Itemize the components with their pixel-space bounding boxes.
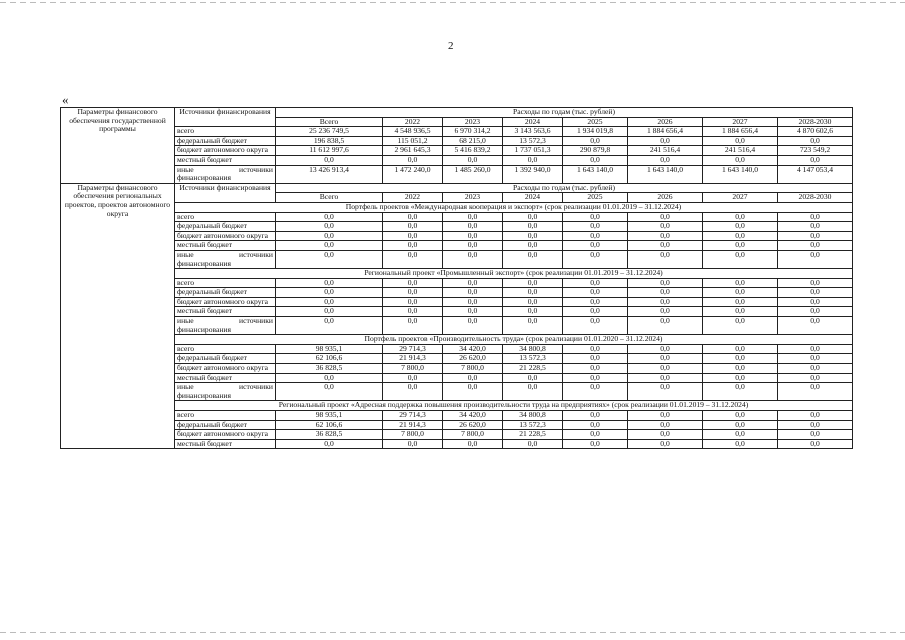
value-cell: 34 420,0 — [443, 344, 503, 354]
value-cell: 0,0 — [503, 155, 563, 165]
year-header: 2024 — [503, 117, 563, 127]
value-cell: 0,0 — [628, 354, 703, 364]
value-cell: 0,0 — [383, 373, 443, 383]
table-row — [61, 317, 853, 335]
value-cell: 0,0 — [628, 411, 703, 421]
value-cell: 0,0 — [383, 383, 443, 401]
source-name: всего — [175, 278, 276, 288]
table-row — [61, 364, 853, 374]
value-cell: 5 416 839,2 — [443, 146, 503, 156]
value-cell: 1 884 656,4 — [703, 127, 778, 137]
value-cell: 0,0 — [443, 231, 503, 241]
source-name: местный бюджет — [175, 155, 276, 165]
value-cell: 0,0 — [703, 278, 778, 288]
value-cell: 26 620,0 — [443, 420, 503, 430]
value-cell: 1 472 240,0 — [383, 165, 443, 183]
value-cell: 0,0 — [778, 241, 853, 251]
value-cell: 0,0 — [703, 383, 778, 401]
table-row — [61, 222, 853, 232]
source-name: всего — [175, 127, 276, 137]
value-cell: 0,0 — [778, 344, 853, 354]
value-cell: 0,0 — [703, 430, 778, 440]
value-cell: 0,0 — [628, 420, 703, 430]
value-cell: 0,0 — [778, 212, 853, 222]
value-cell: 0,0 — [503, 241, 563, 251]
value-cell: 0,0 — [703, 222, 778, 232]
table-row — [61, 231, 853, 241]
value-cell: 0,0 — [443, 241, 503, 251]
value-cell: 62 106,6 — [276, 354, 383, 364]
value-cell: 0,0 — [383, 222, 443, 232]
project-title-row — [61, 401, 853, 411]
value-cell: 0,0 — [703, 439, 778, 449]
value-cell: 0,0 — [778, 278, 853, 288]
value-cell: 0,0 — [628, 430, 703, 440]
value-cell: 34 420,0 — [443, 411, 503, 421]
year-header: 2023 — [443, 193, 503, 203]
year-header: 2024 — [503, 193, 563, 203]
table-row — [61, 344, 853, 354]
value-cell: 0,0 — [276, 317, 383, 335]
project-title-row — [61, 202, 853, 212]
value-cell: 1 643 140,0 — [703, 165, 778, 183]
source-name: местный бюджет — [175, 373, 276, 383]
value-cell: 0,0 — [628, 439, 703, 449]
sources-header: Источники финансирования — [175, 183, 276, 202]
opening-quote-mark: « — [62, 92, 69, 107]
table-row — [61, 430, 853, 440]
year-header: 2027 — [703, 193, 778, 203]
value-cell: 36 828,5 — [276, 430, 383, 440]
value-cell: 0,0 — [563, 364, 628, 374]
value-cell: 13 572,3 — [503, 136, 563, 146]
value-cell: 0,0 — [443, 222, 503, 232]
source-name: иные источники финансирования — [175, 317, 276, 335]
value-cell: 21 914,3 — [383, 354, 443, 364]
value-cell: 68 215,0 — [443, 136, 503, 146]
table-row — [61, 288, 853, 298]
value-cell: 115 051,2 — [383, 136, 443, 146]
project-title: Региональный проект «Промышленный экспорт» (срок реализации 01.01.2019 – 31.12.2024) — [175, 269, 853, 279]
value-cell: 0,0 — [703, 364, 778, 374]
value-cell: 0,0 — [563, 411, 628, 421]
value-cell: 0,0 — [563, 430, 628, 440]
value-cell: 98 935,1 — [276, 344, 383, 354]
value-cell: 21 228,5 — [503, 430, 563, 440]
value-cell: 0,0 — [443, 307, 503, 317]
value-cell: 0,0 — [383, 155, 443, 165]
source-name: бюджет автономного округа — [175, 364, 276, 374]
source-name: федеральный бюджет — [175, 136, 276, 146]
project-title: Портфель проектов «Международная кооперация и экспорт» (срок реализации 01.01.2019 – 31.12.2024) — [175, 202, 853, 212]
value-cell: 7 800,0 — [443, 364, 503, 374]
table-row — [61, 439, 853, 449]
source-name: всего — [175, 212, 276, 222]
value-cell: 0,0 — [383, 241, 443, 251]
value-cell: 0,0 — [703, 354, 778, 364]
value-cell: 0,0 — [778, 439, 853, 449]
value-cell: 0,0 — [503, 297, 563, 307]
source-name: всего — [175, 411, 276, 421]
value-cell: 0,0 — [383, 250, 443, 268]
value-cell: 0,0 — [276, 250, 383, 268]
value-cell: 0,0 — [383, 317, 443, 335]
table-row — [61, 297, 853, 307]
table-row — [61, 354, 853, 364]
year-header: 2026 — [628, 117, 703, 127]
value-cell: 0,0 — [563, 344, 628, 354]
value-cell: 0,0 — [563, 297, 628, 307]
value-cell: 723 549,2 — [778, 146, 853, 156]
table-row — [61, 250, 853, 268]
value-cell: 0,0 — [503, 288, 563, 298]
value-cell: 0,0 — [443, 250, 503, 268]
table-row — [61, 411, 853, 421]
value-cell: 0,0 — [276, 222, 383, 232]
year-header: 2028-2030 — [778, 193, 853, 203]
value-cell: 0,0 — [503, 212, 563, 222]
value-cell: 0,0 — [443, 383, 503, 401]
year-header: 2028-2030 — [778, 117, 853, 127]
value-cell: 0,0 — [778, 155, 853, 165]
value-cell: 29 714,3 — [383, 411, 443, 421]
value-cell: 0,0 — [383, 297, 443, 307]
value-cell: 0,0 — [563, 373, 628, 383]
value-cell: 0,0 — [443, 439, 503, 449]
value-cell: 0,0 — [778, 430, 853, 440]
value-cell: 0,0 — [703, 297, 778, 307]
value-cell: 4 147 053,4 — [778, 165, 853, 183]
project-title: Портфель проектов «Производительность труда» (срок реализации 01.01.2020 – 31.12.2024) — [175, 335, 853, 345]
source-name: местный бюджет — [175, 241, 276, 251]
value-cell: 0,0 — [628, 212, 703, 222]
value-cell: 2 961 645,3 — [383, 146, 443, 156]
value-cell: 0,0 — [628, 231, 703, 241]
sources-header: Источники финансирования — [175, 108, 276, 127]
value-cell: 0,0 — [276, 231, 383, 241]
value-cell: 0,0 — [628, 307, 703, 317]
source-name: местный бюджет — [175, 439, 276, 449]
project-title-row — [61, 269, 853, 279]
table-row — [61, 155, 853, 165]
value-cell: 0,0 — [628, 383, 703, 401]
value-cell: 1 392 940,0 — [503, 165, 563, 183]
value-cell: 290 879,8 — [563, 146, 628, 156]
value-cell: 0,0 — [276, 288, 383, 298]
value-cell: 1 643 140,0 — [628, 165, 703, 183]
value-cell: 0,0 — [383, 439, 443, 449]
value-cell: 0,0 — [276, 155, 383, 165]
value-cell: 0,0 — [778, 373, 853, 383]
source-name: иные источники финансирования — [175, 250, 276, 268]
value-cell: 25 236 749,5 — [276, 127, 383, 137]
value-cell: 196 838,5 — [276, 136, 383, 146]
year-header: 2022 — [383, 193, 443, 203]
value-cell: 0,0 — [276, 278, 383, 288]
value-cell: 11 612 997,6 — [276, 146, 383, 156]
block-label: Параметры финансового обеспечения региональных проектов, проектов автономного округа — [61, 183, 175, 449]
value-cell: 1 643 140,0 — [563, 165, 628, 183]
header-row — [61, 183, 853, 193]
value-cell: 241 516,4 — [628, 146, 703, 156]
value-cell: 0,0 — [628, 278, 703, 288]
value-cell: 0,0 — [778, 354, 853, 364]
source-name: всего — [175, 344, 276, 354]
source-name: бюджет автономного округа — [175, 231, 276, 241]
header-row — [61, 108, 853, 118]
table-row — [61, 241, 853, 251]
value-cell: 0,0 — [503, 231, 563, 241]
value-cell: 0,0 — [503, 278, 563, 288]
year-header: 2022 — [383, 117, 443, 127]
value-cell: 7 800,0 — [383, 430, 443, 440]
bottom-scan-edge — [0, 632, 905, 633]
value-cell: 0,0 — [563, 250, 628, 268]
value-cell: 21 228,5 — [503, 364, 563, 374]
value-cell: 0,0 — [383, 212, 443, 222]
table-row — [61, 212, 853, 222]
value-cell: 0,0 — [503, 317, 563, 335]
value-cell: 0,0 — [383, 278, 443, 288]
value-cell: 0,0 — [628, 288, 703, 298]
value-cell: 0,0 — [778, 307, 853, 317]
year-header: 2026 — [628, 193, 703, 203]
value-cell: 0,0 — [503, 250, 563, 268]
value-cell: 62 106,6 — [276, 420, 383, 430]
value-cell: 0,0 — [563, 288, 628, 298]
value-cell: 34 800,8 — [503, 344, 563, 354]
value-cell: 0,0 — [703, 411, 778, 421]
year-header: Всего — [276, 193, 383, 203]
value-cell: 0,0 — [276, 241, 383, 251]
value-cell: 0,0 — [443, 212, 503, 222]
source-name: иные источники финансирования — [175, 165, 276, 183]
value-cell: 0,0 — [778, 136, 853, 146]
value-cell: 0,0 — [563, 354, 628, 364]
value-cell: 0,0 — [778, 288, 853, 298]
value-cell: 0,0 — [778, 297, 853, 307]
value-cell: 26 620,0 — [443, 354, 503, 364]
value-cell: 0,0 — [443, 317, 503, 335]
source-name: бюджет автономного округа — [175, 430, 276, 440]
value-cell: 0,0 — [563, 155, 628, 165]
value-cell: 0,0 — [443, 297, 503, 307]
year-header: 2027 — [703, 117, 778, 127]
table-row — [61, 420, 853, 430]
top-scan-edge — [0, 2, 905, 3]
table-row — [61, 165, 853, 183]
value-cell: 0,0 — [503, 222, 563, 232]
value-cell: 1 737 051,3 — [503, 146, 563, 156]
value-cell: 0,0 — [628, 373, 703, 383]
value-cell: 0,0 — [703, 344, 778, 354]
project-title: Региональный проект «Адресная поддержка повышения производительности труда на предприятиях» (срок реализации 01.01.2019 – 31.12.2024) — [175, 401, 853, 411]
source-name: федеральный бюджет — [175, 288, 276, 298]
value-cell: 0,0 — [703, 231, 778, 241]
value-cell: 0,0 — [778, 364, 853, 374]
year-header: 2025 — [563, 117, 628, 127]
page-number: 2 — [448, 40, 454, 52]
value-cell: 4 548 936,5 — [383, 127, 443, 137]
value-cell: 21 914,3 — [383, 420, 443, 430]
value-cell: 0,0 — [778, 420, 853, 430]
year-header: 2023 — [443, 117, 503, 127]
value-cell: 29 714,3 — [383, 344, 443, 354]
value-cell: 36 828,5 — [276, 364, 383, 374]
table-row — [61, 278, 853, 288]
source-name: местный бюджет — [175, 307, 276, 317]
value-cell: 0,0 — [703, 155, 778, 165]
value-cell: 0,0 — [628, 222, 703, 232]
value-cell: 0,0 — [443, 373, 503, 383]
source-name: федеральный бюджет — [175, 420, 276, 430]
expenses-header: Расходы по годам (тыс. рублей) — [276, 108, 853, 118]
value-cell: 0,0 — [276, 307, 383, 317]
value-cell: 0,0 — [703, 317, 778, 335]
value-cell: 0,0 — [563, 212, 628, 222]
value-cell: 0,0 — [703, 420, 778, 430]
table-row — [61, 127, 853, 137]
value-cell: 0,0 — [703, 373, 778, 383]
value-cell: 0,0 — [703, 250, 778, 268]
value-cell: 241 516,4 — [703, 146, 778, 156]
project-title-row — [61, 335, 853, 345]
value-cell: 98 935,1 — [276, 411, 383, 421]
value-cell: 0,0 — [628, 344, 703, 354]
value-cell: 0,0 — [778, 231, 853, 241]
value-cell: 0,0 — [563, 307, 628, 317]
value-cell: 0,0 — [383, 231, 443, 241]
value-cell: 13 572,3 — [503, 420, 563, 430]
table-row — [61, 136, 853, 146]
expenses-header: Расходы по годам (тыс. рублей) — [276, 183, 853, 193]
value-cell: 0,0 — [628, 250, 703, 268]
value-cell: 0,0 — [703, 212, 778, 222]
value-cell: 0,0 — [276, 383, 383, 401]
value-cell: 0,0 — [563, 420, 628, 430]
value-cell: 13 572,3 — [503, 354, 563, 364]
value-cell: 13 426 913,4 — [276, 165, 383, 183]
value-cell: 1 934 019,8 — [563, 127, 628, 137]
value-cell: 0,0 — [443, 278, 503, 288]
value-cell: 0,0 — [563, 317, 628, 335]
value-cell: 0,0 — [628, 297, 703, 307]
source-name: федеральный бюджет — [175, 354, 276, 364]
block-label: Параметры финансового обеспечения государственной программы — [61, 108, 175, 184]
value-cell: 7 800,0 — [443, 430, 503, 440]
value-cell: 3 143 563,6 — [503, 127, 563, 137]
year-header: 2025 — [563, 193, 628, 203]
value-cell: 0,0 — [563, 439, 628, 449]
value-cell: 0,0 — [778, 411, 853, 421]
value-cell: 0,0 — [628, 317, 703, 335]
value-cell: 0,0 — [563, 241, 628, 251]
table-row — [61, 307, 853, 317]
value-cell: 0,0 — [778, 250, 853, 268]
value-cell: 0,0 — [563, 278, 628, 288]
value-cell: 0,0 — [703, 241, 778, 251]
value-cell: 0,0 — [503, 383, 563, 401]
table-row — [61, 146, 853, 156]
value-cell: 0,0 — [503, 439, 563, 449]
value-cell: 0,0 — [276, 373, 383, 383]
value-cell: 0,0 — [276, 439, 383, 449]
value-cell: 0,0 — [778, 383, 853, 401]
financing-table — [60, 107, 853, 449]
value-cell: 0,0 — [443, 155, 503, 165]
value-cell: 4 870 602,6 — [778, 127, 853, 137]
year-header: Всего — [276, 117, 383, 127]
table-row — [61, 383, 853, 401]
value-cell: 0,0 — [503, 373, 563, 383]
value-cell: 0,0 — [383, 288, 443, 298]
source-name: иные источники финансирования — [175, 383, 276, 401]
source-name: бюджет автономного округа — [175, 146, 276, 156]
table-row — [61, 373, 853, 383]
value-cell: 0,0 — [276, 212, 383, 222]
value-cell: 34 800,8 — [503, 411, 563, 421]
value-cell: 0,0 — [628, 136, 703, 146]
source-name: бюджет автономного округа — [175, 297, 276, 307]
value-cell: 1 884 656,4 — [628, 127, 703, 137]
value-cell: 0,0 — [778, 222, 853, 232]
value-cell: 6 970 314,2 — [443, 127, 503, 137]
value-cell: 0,0 — [703, 136, 778, 146]
value-cell: 0,0 — [503, 307, 563, 317]
financing-table-wrapper — [60, 107, 853, 449]
value-cell: 7 800,0 — [383, 364, 443, 374]
value-cell: 0,0 — [443, 288, 503, 298]
value-cell: 0,0 — [383, 307, 443, 317]
value-cell: 0,0 — [628, 364, 703, 374]
source-name: федеральный бюджет — [175, 222, 276, 232]
value-cell: 0,0 — [703, 288, 778, 298]
value-cell: 0,0 — [628, 241, 703, 251]
value-cell: 0,0 — [276, 297, 383, 307]
value-cell: 1 485 260,0 — [443, 165, 503, 183]
value-cell: 0,0 — [563, 383, 628, 401]
value-cell: 0,0 — [703, 307, 778, 317]
value-cell: 0,0 — [563, 136, 628, 146]
value-cell: 0,0 — [563, 231, 628, 241]
value-cell: 0,0 — [563, 222, 628, 232]
value-cell: 0,0 — [778, 317, 853, 335]
value-cell: 0,0 — [628, 155, 703, 165]
